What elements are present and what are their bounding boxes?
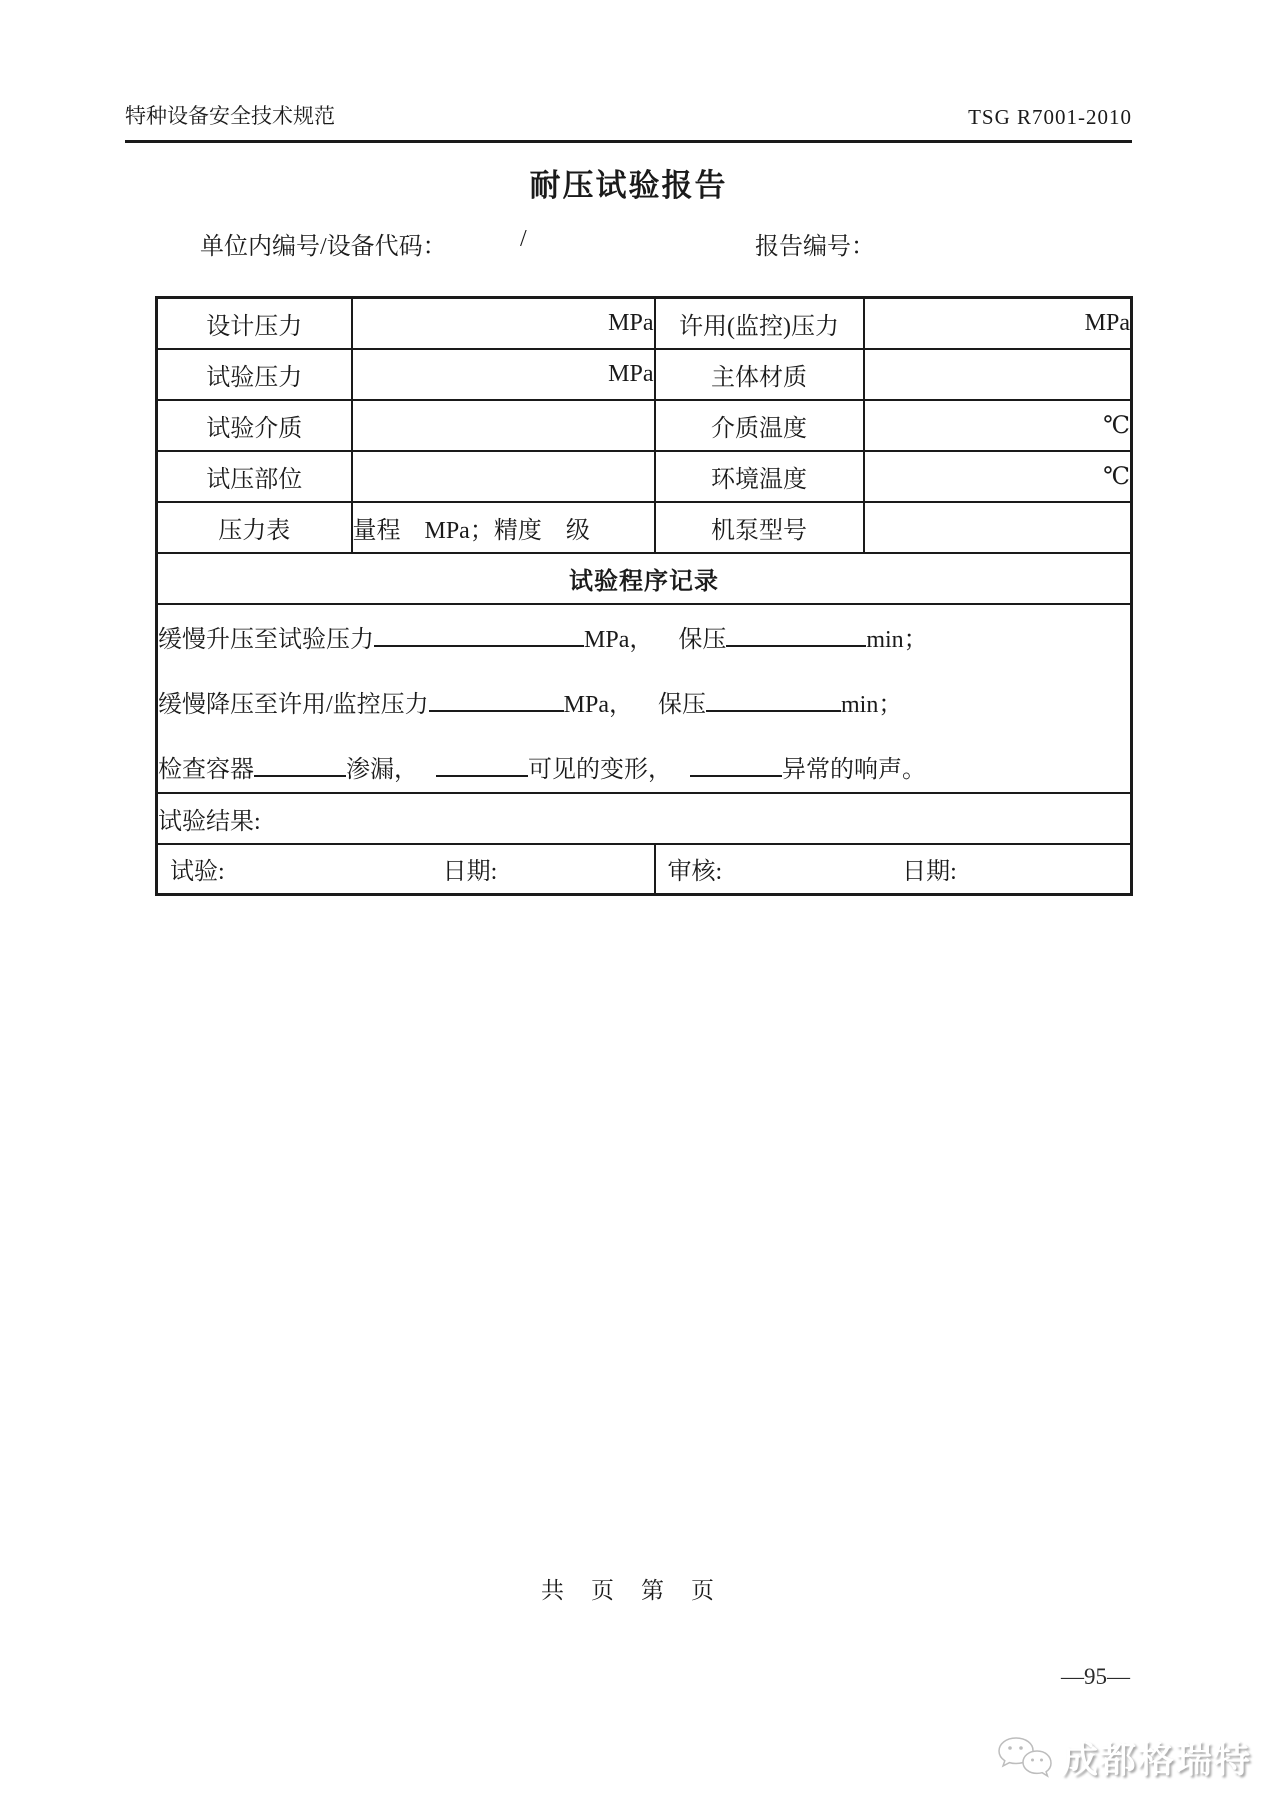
- pump-model-value: [864, 502, 1132, 553]
- table-row: [157, 451, 1132, 502]
- tester-signature-cell: [157, 844, 655, 895]
- reviewer-signature-cell: [655, 844, 1132, 895]
- unit-min: min；: [866, 626, 928, 653]
- test-pressure-label: 试验压力: [157, 349, 352, 400]
- design-pressure-label: 设计压力: [157, 298, 352, 349]
- main-material-value: [864, 349, 1132, 400]
- ambient-temp-label: 环境温度: [655, 451, 864, 502]
- design-pressure-value: MPa: [352, 298, 655, 349]
- pressure-gauge-label: 压力表: [157, 502, 352, 553]
- leakage-text: 渗漏，: [346, 756, 418, 783]
- header-left-text: 特种设备安全技术规范: [125, 104, 335, 128]
- fill-in-blank: [690, 753, 782, 777]
- gauge-range-accuracy: 量程 MPa；精度 级: [352, 502, 655, 553]
- signature-row: [157, 844, 1132, 895]
- test-pressure-value: MPa: [352, 349, 655, 400]
- test-result-cell: [157, 793, 1132, 844]
- tester-date-label: 日期:: [442, 859, 498, 886]
- allowed-pressure-label: 许用(监控)压力: [655, 298, 864, 349]
- procedure-line-1: [158, 619, 1130, 654]
- raise-pressure-text: 缓慢升压至试验压力: [158, 626, 374, 653]
- fill-in-blank: [706, 688, 841, 712]
- page-title: 耐压试验报告: [529, 168, 728, 203]
- table-row: [157, 349, 1132, 400]
- publisher-watermark: [996, 1732, 1252, 1783]
- meta-line: [155, 226, 1130, 266]
- inspect-vessel-text: 检查容器: [158, 756, 254, 783]
- test-medium-label: 试验介质: [157, 400, 352, 451]
- main-material-label: 主体材质: [655, 349, 864, 400]
- page-number: —95—: [1061, 1664, 1130, 1689]
- fill-in-blank: [436, 753, 528, 777]
- wechat-bubbles-icon: [996, 1734, 1054, 1782]
- document-header: [125, 100, 1132, 143]
- ambient-temp-value: ℃: [864, 451, 1132, 502]
- medium-temp-value: ℃: [864, 400, 1132, 451]
- visible-deformation-text: 可见的变形，: [528, 756, 672, 783]
- fill-in-blank: [374, 623, 584, 647]
- unit-mpa: MPa，: [563, 691, 634, 718]
- pump-model-label: 机泵型号: [655, 502, 864, 553]
- reviewer-date-label: 日期:: [902, 859, 957, 886]
- tester-label: 试验:: [170, 859, 225, 886]
- fill-in-blank: [429, 688, 564, 712]
- fill-in-blank: [254, 753, 346, 777]
- procedure-section-header: 试验程序记录: [157, 553, 1132, 604]
- unit-code-label: 单位内编号/设备代码：: [200, 234, 447, 260]
- watermark-text: 成都格瑞特: [1061, 1739, 1252, 1780]
- hold-pressure-label: 保压: [678, 626, 727, 653]
- fill-in-blank: [726, 623, 866, 647]
- section-header-row: [157, 553, 1132, 604]
- result-row: [157, 793, 1132, 844]
- table-row: [157, 400, 1132, 451]
- hold-pressure-label: 保压: [658, 691, 707, 718]
- abnormal-sound-text: 异常的响声。: [782, 756, 926, 783]
- test-location-value: [352, 451, 655, 502]
- medium-temp-label: 介质温度: [655, 400, 864, 451]
- table-row: [157, 502, 1132, 553]
- procedure-line-3: [158, 749, 1130, 784]
- report-no-label: 报告编号：: [755, 234, 875, 260]
- unit-min: min；: [841, 691, 903, 718]
- test-result-label: 试验结果:: [158, 808, 261, 835]
- unit-mpa: MPa，: [584, 626, 654, 653]
- unit-code-slash: /: [520, 226, 527, 252]
- header-right-standard-code: TSG R7001-2010: [968, 105, 1132, 129]
- procedure-record-cell: [157, 604, 1132, 793]
- lower-pressure-text: 缓慢降压至许用/监控压力: [158, 691, 429, 718]
- allowed-pressure-value: MPa: [864, 298, 1132, 349]
- pressure-test-form-table: [155, 296, 1133, 896]
- test-location-label: 试压部位: [157, 451, 352, 502]
- table-row: [157, 298, 1132, 349]
- procedure-line-2: [158, 684, 1130, 719]
- pagination-text: 共 页 第 页: [541, 1578, 716, 1603]
- reviewer-label: 审核:: [667, 859, 723, 886]
- procedure-row: [157, 604, 1132, 793]
- test-medium-value: [352, 400, 655, 451]
